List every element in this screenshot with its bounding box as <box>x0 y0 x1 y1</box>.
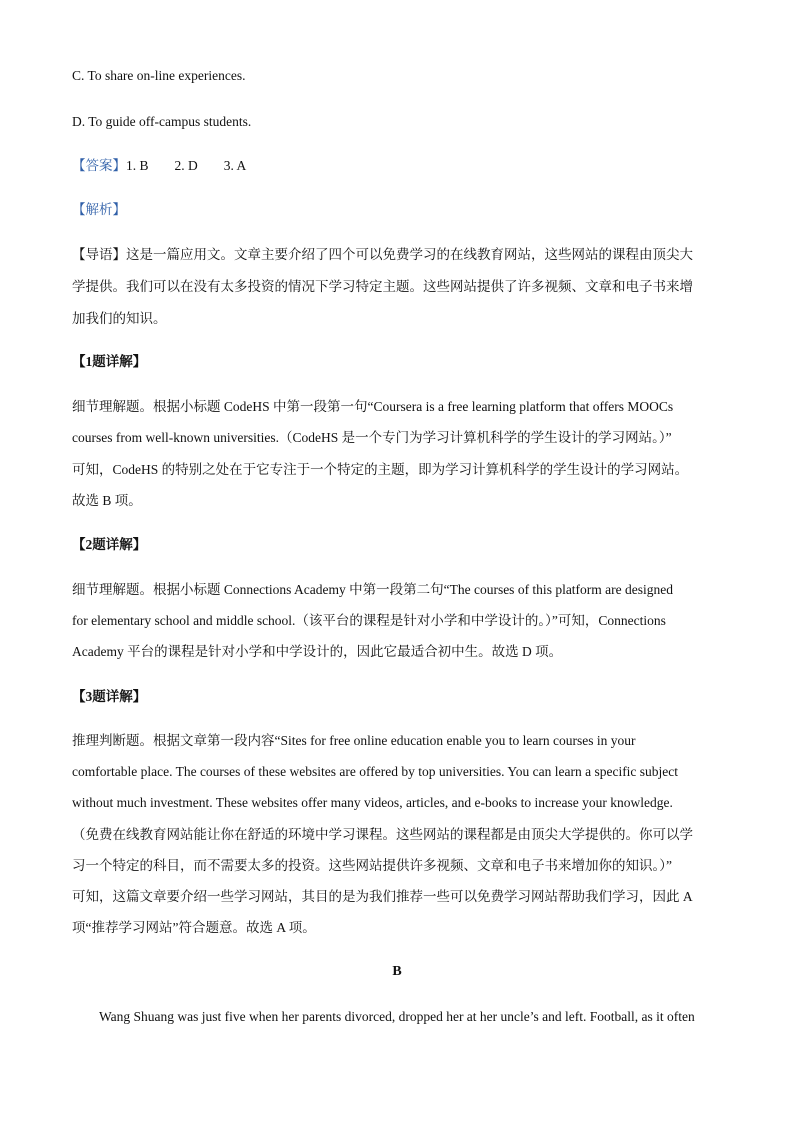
q2-line: 细节理解题。根据小标题 Connections Academy 中第一段第二句“The courses of this platform are designed <box>72 582 674 597</box>
q2-line: for elementary school and middle school.（该平台的课程是针对小学和中学设计的。）”可知，Connections <box>72 613 666 628</box>
q1-line: 细节理解题。根据小标题 CodeHS 中第一段第一句“Coursera is a free learning platform that offers MOOCs <box>72 399 674 414</box>
answer-item-2: 2. D <box>174 158 198 173</box>
q3-line: 项“推荐学习网站”符合题意。故选 A 项。 <box>72 920 316 935</box>
q3-heading: 【3题详解】 <box>72 689 147 704</box>
q3-line: without much investment. These websites offer many videos, articles, and e-books to increase your knowledge. <box>72 795 673 810</box>
q3-line: 推理判断题。根据文章第一段内容“Sites for free online education enable you to learn courses in your <box>72 733 636 748</box>
option-c: C. To share on-line experiences. <box>72 68 246 83</box>
q1-line: 可知，CodeHS 的特别之处在于它专注于一个特定的主题，即为学习计算机科学的学生设计的学习网站。 <box>72 462 689 477</box>
guide-line: 【导语】这是一篇应用文。文章主要介绍了四个可以免费学习的在线教育网站，这些网站的课程由顶尖大 <box>72 247 693 262</box>
answer-item-3: 3. A <box>223 158 247 173</box>
q1-line: courses from well-known universities.（CodeHS 是一个专门为学习计算机科学的学生设计的学习网站。）” <box>72 430 672 445</box>
answer-line <box>72 157 732 175</box>
q2-line: Academy 平台的课程是针对小学和中学设计的，因此它最适合初中生。故选 D 项。 <box>72 644 563 659</box>
q1-line: 故选 B 项。 <box>72 493 142 508</box>
q3-line: comfortable place. The courses of these websites are offered by top universities. You can learn a specific subject <box>72 764 679 779</box>
answer-tag: 【答案】 <box>72 158 126 173</box>
passage-b-first-line: Wang Shuang was just five when her parents divorced, dropped her at her uncle’s and left. Football, as it often <box>99 1009 695 1024</box>
analysis-tag: 【解析】 <box>72 202 126 217</box>
option-d: D. To guide off-campus students. <box>72 114 252 129</box>
q3-line: 可知，这篇文章要介绍一些学习网站，其目的是为我们推荐一些可以免费学习网站帮助我们学习，因此 A <box>72 889 693 904</box>
guide-line: 加我们的知识。 <box>72 311 167 326</box>
guide-line: 学提供。我们可以在没有太多投资的情况下学习特定主题。这些网站提供了许多视频、文章和电子书来增 <box>72 279 693 294</box>
answer-item-1: 1. B <box>126 158 149 173</box>
q3-line: （免费在线教育网站能让你在舒适的环境中学习课程。这些网站的课程都是由顶尖大学提供的。你可以学 <box>72 827 693 842</box>
q2-heading: 【2题详解】 <box>72 537 147 552</box>
q3-line: 习一个特定的科目，而不需要太多的投资。这些网站提供许多视频、文章和电子书来增加你的知识。）” <box>72 858 672 873</box>
q1-heading: 【1题详解】 <box>72 354 147 369</box>
section-b-heading: B <box>392 964 402 979</box>
